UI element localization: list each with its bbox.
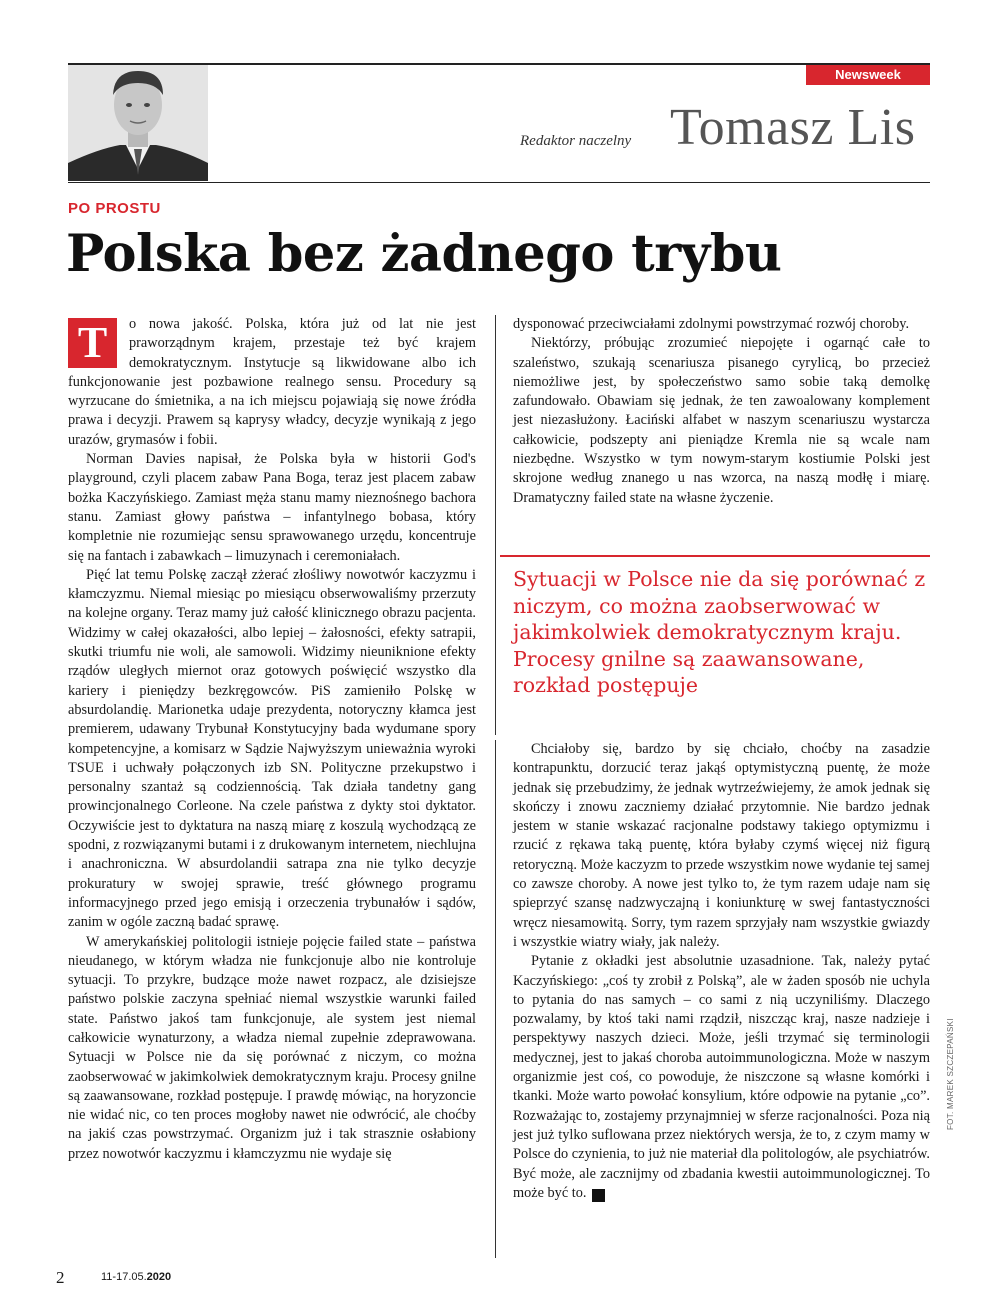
paragraph: Pięć lat temu Polskę zaczął zżerać złośliwy nowotwór kaczyzmu i kłamczyzmu. Niemal miesiąc po miesiącu obserwowaliśmy przerzuty na kolejne organy. Teraz mamy już całość klinicznego obrazu pacjenta. Widzimy w całej okazałości, albo lepiej – żałosności, efekty satrapii, skutki triumfu nie woli, ale samowoli. Widzimy nieuniknione efekty rządów uległych miernot oraz gotowych poświęcić wszystko dla kariery i pieniędzy bezkręgowców. PiS zamieniło Polskę w absurdolandię. Marionetka udaje prezydenta, notoryczny kłamca jest premierem, udawany Trybunał Konstytucyjny bada wydumane spory kompetencyjne, a komisarz w Sądzie Najwyższym unieważnia wyroki TSUE i uchwały połączonych izb SN. Polityczne przekupstwo i personalny szantaż są codziennością. Tak działa tandetny gang prowincjonalnego Corleone. Na czele państwa z dykty stoi dyktator. Oczywiście jest to dyktatura na naszą miarę z koszulą wychodzącą ze spodni, z rozwiązanymi butami i z drukowanym internetem, niechlujna i anachroniczna. W absurdolandii satrapa zna nie tylko decyzje prokuratury w swojej sprawie, treść głównego programu informacyjnego przed jego emisją i orzeczenia trybunałów i sądów, zanim w ogóle zaczną badać sprawę. (68, 566, 476, 931)
pullquote-rule (500, 555, 930, 557)
paragraph: Niektórzy, próbując zrozumieć niepojęte i ogarnąć całe to szaleństwo, szukają scenariusza pisanego cyrylicą, bo przecież niemożliwe jest, by społeczeństwo samo sobie taką demolkę zafundowało. Obawiam się jednak, że ten zawoalowany komplement jest niezasłużony. Łaciński alfabet w naszym scenariuszu wystarcza całkowicie, podszepty ani pieniądze Kremla nie są wcale nam niezbędne. Wszystko w tym nowym-starym kostiumie Polski jest skrojone według znanego u nas wzorca, na naszą modłę i miarę. Dramatyczny failed state na własne życzenie. (513, 335, 930, 506)
photo-credit: FOT. MAREK SZCZEPAŃSKI (946, 1018, 955, 1130)
paragraph-text: Pytanie z okładki jest absolutnie uzasadnione. Tak, należy pytać Kaczyńskiego: „coś ty zrobił z Polską”, ale w żaden sposób nie uchyla to pytania do nas samych – co sami z nią uczyniliśmy. Dlaczego pozwalamy, by ktoś taki nami rządził, niszcząc kraj, nasze nadzieje i perspektywy naszych dzieci. Może, jeśli trzymać się terminologii medycznej, jest to jakaś choroba autoimmunologiczna. Może w naszym organizmie jest coś, co powoduje, że niszczone są własne komórki i tkanki. Może warto powołać konsylium, które odpowie na pytanie „co”. Rozważając to, zostajemy przynajmniej w sferze racjonalności. Poza nią jest już tylko suflowana przez niektórych wersja, że to, z czym mamy w Polsce do czynienia, to już nie materiał dla politologów, ale psychiatrów. Być może, ale zacznijmy od zbadania kwestii autoimmunologicznej. To może być to. (513, 953, 931, 1201)
paragraph-last (513, 952, 930, 1203)
page-number: 2 (56, 1268, 65, 1287)
article-title: Polska bez żadnego trybu (66, 224, 782, 284)
newsweek-logo: Newsweek (806, 65, 930, 85)
article-column-3 (513, 740, 930, 1203)
header-bottom-rule (68, 182, 930, 183)
paragraph: W amerykańskiej politologii istnieje pojęcie failed state – państwa nieudanego, w którym władza nie funkcjonuje albo nie kontroluje sytuacji. To przykre, budzące może nawet rozpacz, ale dzisiejsze państwo polskie zaczyna spełniać niemal wszystkie warunki failed state. Państwo jakoś tam funkcjonuje, ale system jest niemal całkowicie wynaturzony, a władza niemal zupełnie zdeprawowana. Sytuacji w Polsce nie da się porównać z niczym, co można zaobserwować w jakimkolwiek demokratycznym kraju. Procesy gnilne są zaawansowane, rozkład postępuje. I prawdę mówiąc, na horyzoncie nie widać nic, co ten proces mogłoby nawet nie odwrócić, ale choćby na jakiś czas powstrzymać. Organizm już i tak strasznie osłabiony przez nowotwór kaczyzmu i kłamczyzmu nie wydaje się (68, 933, 476, 1162)
column-divider (495, 315, 496, 735)
pullquote: Sytuacji w Polsce nie da się porównać z niczym, co można zaobserwować w jakimkolwiek demokratycznym kraju. Procesy gnilne są zaawansowane, rozkład postępuje (513, 567, 926, 697)
article-column-2 (513, 315, 930, 508)
paragraph: Chciałoby się, bardzo by się chciało, choćby na zasadzie kontrapunktu, dorzucić teraz jakąś optymistyczną puentę, że może jednak się przebudzimy, że jednak wytrzeźwiejemy, że amok jednak się skończy i znowu zaczniemy działać przytomnie. Nie bardzo jednak jestem w stanie wskazać racjonalne podstawy takiego optymizmu i rzucić z rękawa taką puentę, która byłaby czymś więcej niż figurą retoryczną. Może kaczyzm to przede wszystkim nowe wydanie tej samej co zawsze choroby. A nowe jest tylko to, że tym razem udaje nam się spieprzyć szansę nadzwyczajną i koniunkturę w swej fantastyczności wręcz niesamowitą. Sorry, tym razem sprzyjały nam wszystkie gwiazdy i wszystkie wiatry wiały, jak należy. (513, 741, 930, 950)
section-kicker: PO PROSTU (68, 200, 161, 217)
paragraph: Norman Davies napisał, że Polska była w historii God's playground, czyli placem zabaw Pana Boga, teraz jest placem zabaw bożka Kaczyńskiego. Zamiast męża stanu mamy nieznośnego bachora stanu. Zamiast głowy państwa – infantylnego bobasa, który kompletnie nie rozumiejąc sensu sprawowanego urzędu, koncentruje się na fantach i zabawkach – limuzynach i ceremoniałach. (68, 451, 476, 564)
article-column-1 (68, 315, 476, 1164)
issue-date (101, 1271, 171, 1283)
issue-date-prefix: 11-17.05. (101, 1271, 147, 1283)
drop-cap: T (68, 318, 117, 368)
issue-date-year: 2020 (146, 1271, 172, 1283)
end-mark-icon: N (592, 1189, 605, 1202)
author-name: Tomasz Lis (670, 99, 916, 156)
paragraph: o nowa jakość. Polska, która już od lat nie jest praworządnym krajem, przestaje też być krajem demokratycznym. Instytucje są likwidowane albo ich funkcjonowanie jest pozbawione realnego sensu. Procedury są wyrzucane do śmietnika, a na ich miejscu pojawiają się nowe źródła prawa i decyzji. Prawem są kaprysy władcy, decyzje wynikają z jego urazów, grymasów i fobii. (68, 316, 476, 448)
author-role: Redaktor naczelny (520, 133, 632, 149)
author-portrait-image (68, 65, 208, 181)
paragraph: dysponować przeciwciałami zdolnymi powstrzymać rozwój choroby. (513, 316, 910, 332)
column-divider (495, 740, 496, 1258)
author-portrait (68, 65, 208, 181)
